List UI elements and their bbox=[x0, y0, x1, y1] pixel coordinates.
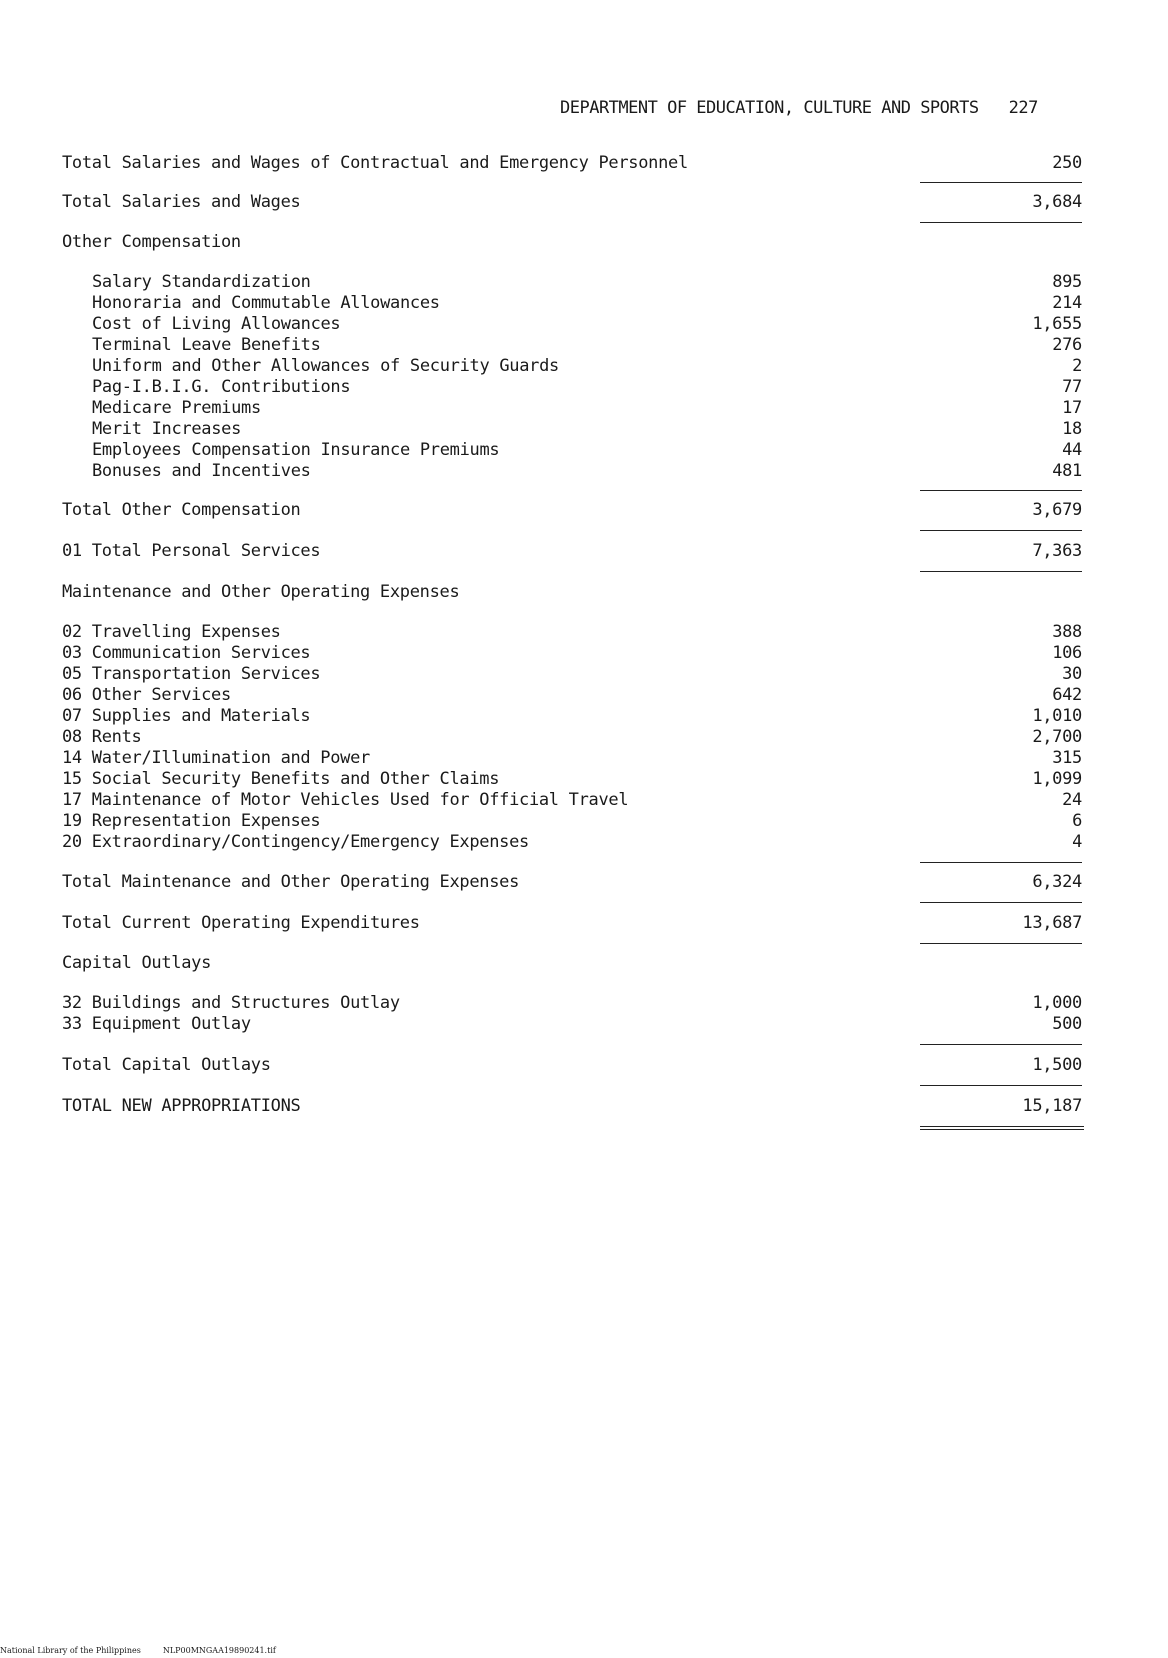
line-label: 15 Social Security Benefits and Other Claims bbox=[62, 769, 500, 789]
line-total-salaries bbox=[62, 192, 1082, 214]
line-amount: 1,500 bbox=[1032, 1055, 1082, 1075]
line-amount: 214 bbox=[1052, 293, 1082, 313]
line-label: Medicare Premiums bbox=[92, 398, 261, 418]
line-label: Total Salaries and Wages bbox=[62, 192, 301, 212]
footer-file: NLP00MNGAA19890241.tif bbox=[162, 1646, 276, 1655]
line-amount: 4 bbox=[1072, 832, 1082, 852]
line-amount: 17 bbox=[1062, 398, 1082, 418]
heading-mooe bbox=[62, 582, 1082, 604]
line-label: Merit Increases bbox=[92, 419, 242, 439]
subtotal-rule bbox=[920, 902, 1082, 903]
line-item bbox=[62, 356, 1082, 378]
line-label: 02 Travelling Expenses bbox=[62, 622, 281, 642]
line-label: Total Other Compensation bbox=[62, 500, 301, 520]
line-amount: 388 bbox=[1052, 622, 1082, 642]
line-amount: 1,655 bbox=[1032, 314, 1082, 334]
line-item bbox=[62, 1014, 1082, 1036]
heading-capital-outlays bbox=[62, 953, 1082, 975]
page-header bbox=[560, 98, 1038, 118]
line-item bbox=[62, 727, 1082, 749]
subtotal-rule bbox=[920, 571, 1082, 572]
line-label: 01 Total Personal Services bbox=[62, 541, 321, 561]
page-number: 227 bbox=[1008, 98, 1038, 118]
line-amount: 3,684 bbox=[1032, 192, 1082, 212]
line-amount: 7,363 bbox=[1032, 541, 1082, 561]
line-total-mooe bbox=[62, 872, 1082, 894]
line-label: Cost of Living Allowances bbox=[92, 314, 341, 334]
line-total-current-operating bbox=[62, 913, 1082, 935]
line-item bbox=[62, 622, 1082, 644]
line-label: 17 Maintenance of Motor Vehicles Used for Official Travel bbox=[62, 790, 629, 810]
line-label: 07 Supplies and Materials bbox=[62, 706, 311, 726]
heading-other-compensation bbox=[62, 232, 1082, 254]
department-title: DEPARTMENT OF EDUCATION, CULTURE AND SPORTS bbox=[560, 98, 979, 118]
line-label: Pag-I.B.I.G. Contributions bbox=[92, 377, 351, 397]
line-amount: 1,000 bbox=[1032, 993, 1082, 1013]
line-amount: 2 bbox=[1072, 356, 1082, 376]
line-label: Total Capital Outlays bbox=[62, 1055, 271, 1075]
line-amount: 6,324 bbox=[1032, 872, 1082, 892]
line-label: 32 Buildings and Structures Outlay bbox=[62, 993, 400, 1013]
line-item bbox=[62, 293, 1082, 315]
line-amount: 30 bbox=[1062, 664, 1082, 684]
line-item bbox=[62, 706, 1082, 728]
line-amount: 106 bbox=[1052, 643, 1082, 663]
subtotal-rule bbox=[920, 182, 1082, 183]
line-amount: 18 bbox=[1062, 419, 1082, 439]
section-heading: Capital Outlays bbox=[62, 953, 212, 973]
line-label: Uniform and Other Allowances of Security Guards bbox=[92, 356, 559, 376]
line-amount: 250 bbox=[1052, 153, 1082, 173]
line-item bbox=[62, 419, 1082, 441]
line-amount: 315 bbox=[1052, 748, 1082, 768]
subtotal-rule bbox=[920, 1085, 1082, 1086]
line-label: Total Maintenance and Other Operating Expenses bbox=[62, 872, 520, 892]
subtotal-rule bbox=[920, 943, 1082, 944]
line-item bbox=[62, 993, 1082, 1015]
line-item bbox=[62, 335, 1082, 357]
line-label: 03 Communication Services bbox=[62, 643, 311, 663]
line-label: Bonuses and Incentives bbox=[92, 461, 311, 481]
subtotal-rule bbox=[920, 490, 1082, 491]
line-amount: 1,099 bbox=[1032, 769, 1082, 789]
line-amount: 13,687 bbox=[1022, 913, 1082, 933]
line-item bbox=[62, 748, 1082, 770]
subtotal-rule bbox=[920, 862, 1082, 863]
line-label: Employees Compensation Insurance Premiums bbox=[92, 440, 500, 460]
line-total-capital-outlays bbox=[62, 1055, 1082, 1077]
line-amount: 276 bbox=[1052, 335, 1082, 355]
subtotal-rule bbox=[920, 222, 1082, 223]
line-item bbox=[62, 643, 1082, 665]
line-label: TOTAL NEW APPROPRIATIONS bbox=[62, 1096, 301, 1116]
line-item bbox=[62, 272, 1082, 294]
line-label: Honoraria and Commutable Allowances bbox=[92, 293, 440, 313]
line-item bbox=[62, 398, 1082, 420]
line-label: 06 Other Services bbox=[62, 685, 231, 705]
scan-footer bbox=[0, 1646, 276, 1655]
line-label: Total Current Operating Expenditures bbox=[62, 913, 420, 933]
line-item bbox=[62, 832, 1082, 854]
line-label: 08 Rents bbox=[62, 727, 142, 747]
line-item bbox=[62, 769, 1082, 791]
line-label: 33 Equipment Outlay bbox=[62, 1014, 251, 1034]
section-heading: Other Compensation bbox=[62, 232, 241, 252]
line-label: 19 Representation Expenses bbox=[62, 811, 321, 831]
line-amount: 44 bbox=[1062, 440, 1082, 460]
line-item bbox=[62, 440, 1082, 462]
line-contractual bbox=[62, 153, 1082, 175]
subtotal-rule bbox=[920, 530, 1082, 531]
line-item bbox=[62, 685, 1082, 707]
line-amount: 15,187 bbox=[1022, 1096, 1082, 1116]
line-label: Total Salaries and Wages of Contractual and Emergency Personnel bbox=[62, 153, 688, 173]
line-label: 20 Extraordinary/Contingency/Emergency Expenses bbox=[62, 832, 529, 852]
line-item bbox=[62, 664, 1082, 686]
line-item bbox=[62, 790, 1082, 812]
line-item bbox=[62, 314, 1082, 336]
line-amount: 1,010 bbox=[1032, 706, 1082, 726]
subtotal-rule bbox=[920, 1044, 1082, 1045]
line-amount: 6 bbox=[1072, 811, 1082, 831]
line-amount: 642 bbox=[1052, 685, 1082, 705]
line-amount: 481 bbox=[1052, 461, 1082, 481]
line-total-other-compensation bbox=[62, 500, 1082, 522]
line-amount: 500 bbox=[1052, 1014, 1082, 1034]
line-total-new-appropriations bbox=[62, 1096, 1082, 1118]
line-amount: 24 bbox=[1062, 790, 1082, 810]
line-amount: 77 bbox=[1062, 377, 1082, 397]
line-label: Salary Standardization bbox=[92, 272, 311, 292]
line-item bbox=[62, 461, 1082, 483]
line-amount: 3,679 bbox=[1032, 500, 1082, 520]
line-label: 05 Transportation Services bbox=[62, 664, 321, 684]
line-item bbox=[62, 811, 1082, 833]
line-amount: 895 bbox=[1052, 272, 1082, 292]
line-amount: 2,700 bbox=[1032, 727, 1082, 747]
line-label: Terminal Leave Benefits bbox=[92, 335, 321, 355]
line-total-personal-services bbox=[62, 541, 1082, 563]
line-label: 14 Water/Illumination and Power bbox=[62, 748, 370, 768]
grand-total-double-rule bbox=[920, 1126, 1084, 1130]
line-item bbox=[62, 377, 1082, 399]
footer-library: National Library of the Philippines bbox=[0, 1646, 141, 1655]
section-heading: Maintenance and Other Operating Expenses bbox=[62, 582, 460, 602]
